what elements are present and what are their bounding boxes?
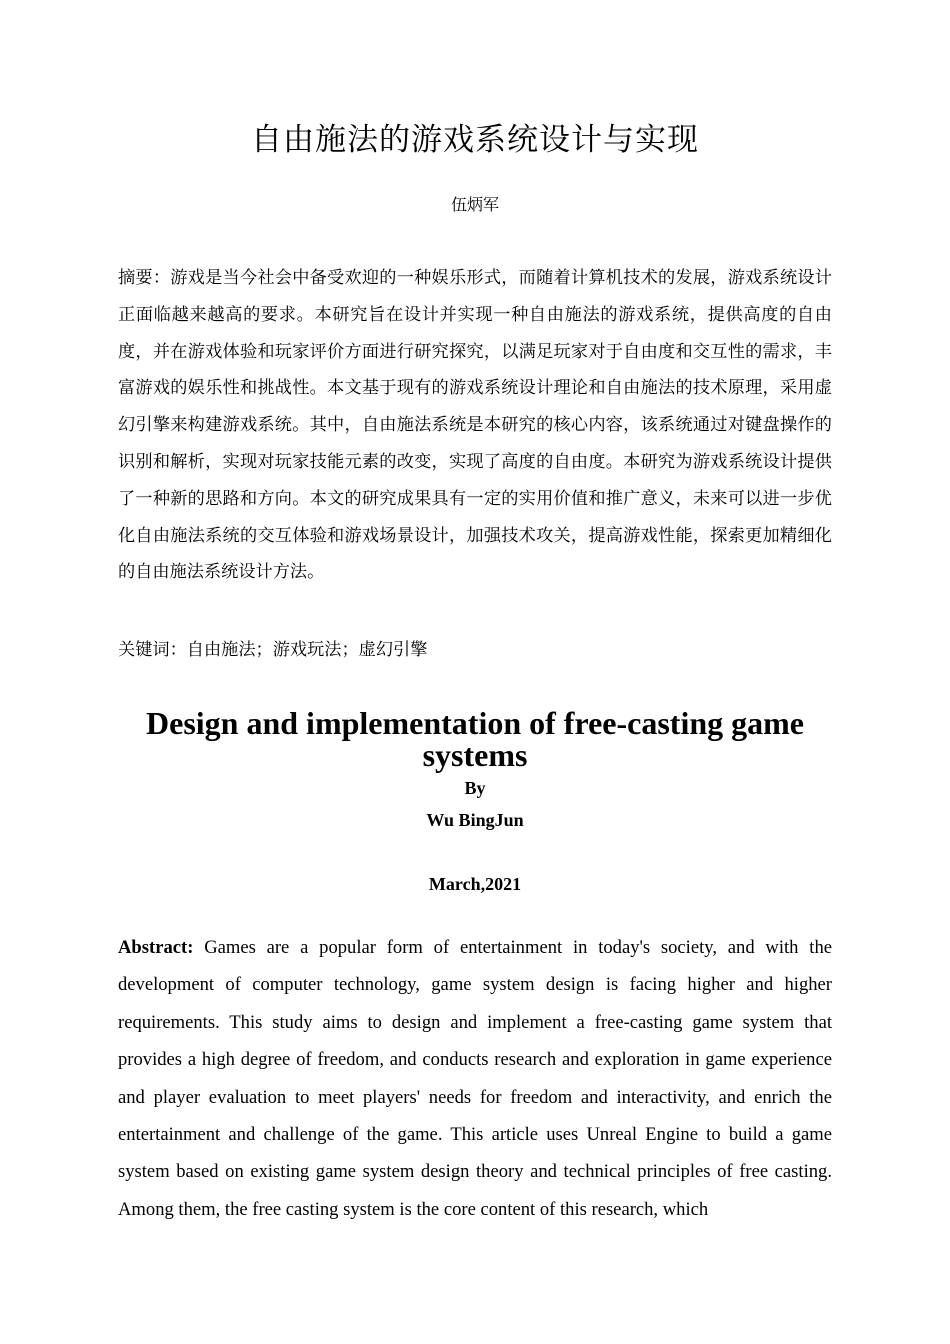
chinese-abstract	[118, 260, 832, 591]
english-date: March,2021	[428, 874, 522, 894]
english-author: Wu BingJun	[426, 810, 524, 830]
chinese-author: 伍炳军	[450, 195, 499, 214]
chinese-abstract-text: 游戏是当今社会中备受欢迎的一种娱乐形式，而随着计算机技术的发展，游戏系统设计正面临越来越高的要求。本研究旨在设计并实现一种自由施法的游戏系统，提供高度的自由度，并在游戏体验和玩家评价方面进行研究探究，以满足玩家对于自由度和交互性的需求，丰富游戏的娱乐性和挑战性。本文基于现有的游戏系统设计理论和自由施法的技术原理，采用虚幻引擎来构建游戏系统。其中，自由施法系统是本研究的核心内容，该系统通过对键盘操作的识别和解析，实现对玩家技能元素的改变，实现了高度的自由度。本研究为游戏系统设计提供了一种新的思路和方向。本文的研究成果具有一定的实用价值和推广意义，未来可以进一步优化自由施法系统的交互体验和游戏场景设计，加强技术攻关，提高游戏性能，探索更加精细化的自由施法系统设计方法。	[118, 268, 832, 583]
english-abstract-text: Games are a popular form of entertainment in today's society, and with the development of computer technology, game system design is facing higher and higher requirements. This study aims to design and implement a free-casting game system that provides a high degree of freedom, and conducts research and exploration in game experience and player evaluation to meet players' needs for freedom and interactivity, and enrich the entertainment and challenge of the game. This article uses Unreal Engine to build a game system based on existing game system design theory and technical principles of free casting. Among them, the free casting system is the core content of this research, which	[118, 937, 832, 1220]
chinese-keywords	[118, 632, 832, 668]
chinese-keywords-label: 关键词：	[118, 640, 187, 660]
english-abstract-label: Abstract:	[118, 937, 194, 958]
english-by-line: By	[464, 778, 486, 798]
chinese-abstract-label: 摘要：	[118, 268, 171, 288]
english-abstract	[118, 929, 832, 1228]
english-title: Design and implementation of free-casting game systems	[146, 705, 804, 773]
chinese-title: 自由施法的游戏系统设计与实现	[251, 122, 699, 158]
chinese-keywords-text: 自由施法；游戏玩法；虚幻引擎	[186, 640, 428, 660]
